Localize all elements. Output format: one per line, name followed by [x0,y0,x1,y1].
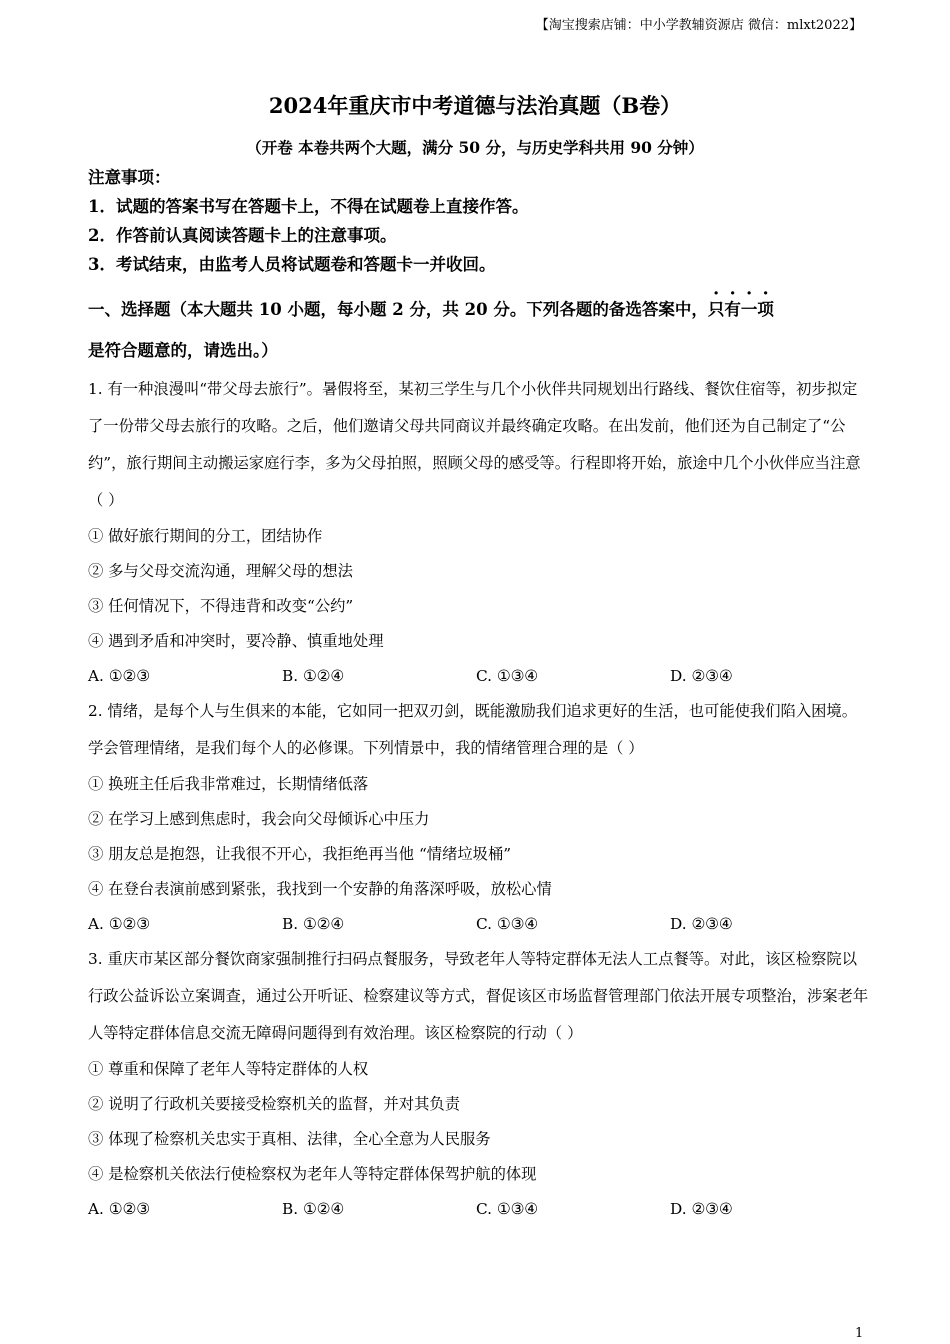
statement-option: ② 在学习上感到焦虑时，我会向父母倾诉心中压力 [88,810,430,828]
statement-option: ② 多与父母交流沟通，理解父母的想法 [88,562,353,580]
answer-choices [88,659,870,693]
page-subtitle: （开卷 本卷共两个大题，满分 50 分，与历史学科共用 90 分钟） [246,138,704,157]
statement-option: ① 换班主任后我非常难过，长期情绪低落 [88,775,369,793]
emphasis-char: 一 [740,300,758,319]
choice-a: A. ①②③ [88,667,150,685]
statement-option: ③ 朋友总是抱怨，让我很不开心，我拒绝再当他 “情绪垃圾桶” [88,845,512,863]
section-heading-text: 一、选择题（本大题共 10 小题，每小题 2 分，共 20 分。下列各题的备选答案中， [88,300,708,319]
statement-option: ④ 是检察机关依法行使检察权为老年人等特定群体保驾护航的体现 [88,1165,537,1183]
answer-choices [88,1192,870,1226]
notice-item: 1．试题的答案书写在答题卡上，不得在试题卷上直接作答。 [88,197,529,216]
statement-option: ① 做好旅行期间的分工，团结协作 [88,527,323,545]
emphasis-char: 只 [707,300,725,319]
choice-b: B. ①②④ [282,915,345,933]
choice-c: C. ①③④ [476,667,539,685]
statement-option: ① 尊重和保障了老年人等特定群体的人权 [88,1060,369,1078]
statement-option: ④ 遇到矛盾和冲突时，要冷静、慎重地处理 [88,632,384,650]
statement-option: ③ 体现了检察机关忠实于真相、法律，全心全意为人民服务 [88,1130,491,1148]
notice-item: 2．作答前认真阅读答题卡上的注意事项。 [88,226,397,245]
question-3 [88,941,870,1226]
notice-item: 3．考试结束，由监考人员将试题卷和答题卡一并收回。 [88,255,496,274]
choice-c: C. ①③④ [476,1200,539,1218]
statement-option: ③ 任何情况下，不得违背和改变“公约” [88,597,354,615]
question-1 [88,371,870,693]
section-heading-text: 是符合题意的，请选出。） [88,341,278,360]
emphasis-char: 项 [757,300,774,319]
emphasis-char: 有 [724,300,741,319]
choice-b: B. ①②④ [282,1200,345,1218]
question-stem: 2. 情绪，是每个人与生俱来的本能，它如同一把双刃剑，既能激励我们追求更好的生活，也可能使我们陷入困境。学会管理情绪，是我们每个人的必修课。下列情景中，我的情绪管理合理的是（ ） [88,702,858,757]
choice-a: A. ①②③ [88,915,150,933]
statement-option: ④ 在登台表演前感到紧张，我找到一个安静的角落深呼吸，放松心情 [88,880,552,898]
answer-choices [88,907,870,941]
choice-d: D. ②③④ [670,915,733,933]
section-heading [88,289,870,371]
choice-d: D. ②③④ [670,1200,733,1218]
choice-c: C. ①③④ [476,915,539,933]
choice-d: D. ②③④ [670,667,733,685]
question-stem: 1. 有一种浪漫叫“带父母去旅行”。暑假将至，某初三学生与几个小伙伴共同规划出行路线、餐饮住宿等，初步拟定了一份带父母去旅行的攻略。之后，他们邀请父母共同商议并最终确定攻略。在出发前，他们还为自己制定了“公约”，旅行期间主动搬运家庭行李，多为父母拍照，照顾父母的感受等。行程即将开始，旅途中几个小伙伴应当注意（ ） [88,380,861,509]
page-title: 2024年重庆市中考道德与法治真题（B卷） [268,93,682,118]
statement-option: ② 说明了行政机关要接受检察机关的监督，并对其负责 [88,1095,460,1113]
choice-a: A. ①②③ [88,1200,150,1218]
document-body [88,163,870,1226]
question-2 [88,693,870,941]
header-note: 【淘宝搜索店铺：中小学教辅资源店 微信：mlxt2022】 [535,18,862,33]
page-number: 1 [855,1326,864,1341]
choice-b: B. ①②④ [282,667,345,685]
notice-heading: 注意事项： [88,168,171,187]
question-stem: 3. 重庆市某区部分餐饮商家强制推行扫码点餐服务，导致老年人等特定群体无法人工点餐等。对此，该区检察院以行政公益诉讼立案调查，通过公开听证、检察建议等方式，督促该区市场监督管理部门依法开展专项整治，涉案老年人等特定群体信息交流无障碍问题得到有效治理。该区检察院的行动（ ） [88,950,869,1042]
